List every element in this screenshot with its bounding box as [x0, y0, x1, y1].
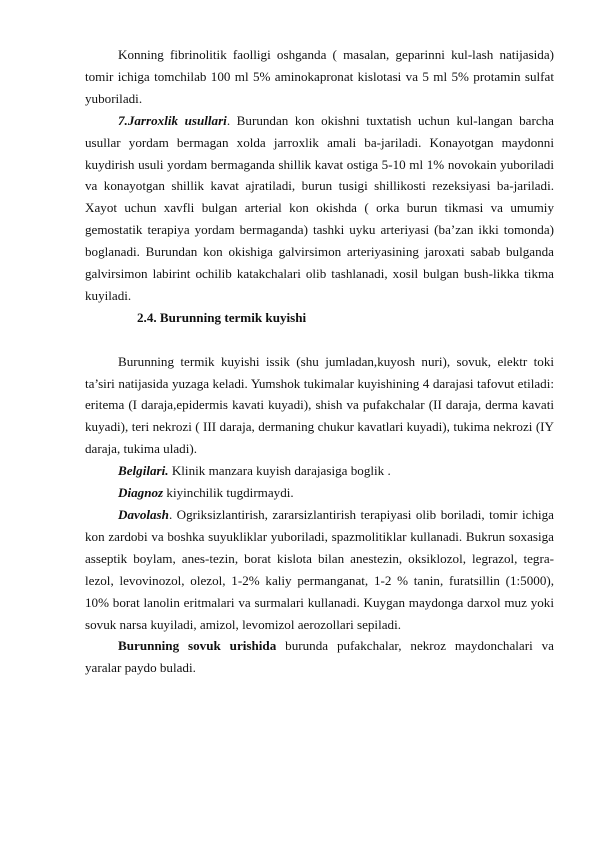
- paragraph-surgical-methods: [85, 110, 554, 307]
- paragraph-treatment: [85, 504, 554, 635]
- paragraph-thermal-burn: Burunning termik kuyishi issik (shu jumladan,kuyosh nuri), sovuk, elektr toki ta’siri natijasida yuzaga keladi. Yumshok tukimalar kuyishining 4 darajasi tafovut etiladi: eritema (I daraja,epidermis kavati kuyadi), shish va pufakchalar (II daraja, derma kavati kuyadi), teri nekrozi ( III daraja, dermaning chukur kavatlari kuyadi), tukima nekrozi (IY daraja, tukima uladi).: [85, 353, 554, 457]
- section-heading: 2.4. Burunning termik kuyishi: [137, 309, 307, 325]
- symptoms-label: Belgilari.: [118, 463, 169, 479]
- treatment-label: Davolash: [118, 507, 169, 523]
- paragraph-fibrinolytic: Konning fibrinolitik faolligi oshganda ( masalan, geparinni kul-lash natijasida) tomir ichiga tomchilab 100 ml 5% aminokapronat kislotasi va 5 ml 5% protamin sulfat yuboriladi.: [85, 47, 554, 106]
- diagnosis-text: kiyinchilik tugdirmaydi.: [163, 485, 294, 501]
- paragraph-frostbite: [85, 635, 554, 679]
- paragraph-diagnosis: [85, 482, 554, 504]
- surgical-methods-label: 7.Jarroxlik usullari: [118, 112, 227, 128]
- frostbite-text: burunda pufakchalar, nekroz maydonchalari va yaralar paydo buladi.: [85, 638, 554, 676]
- blank-line: [85, 329, 554, 351]
- paragraph-symptoms: [85, 460, 554, 482]
- diagnosis-label: Diagnoz: [118, 485, 164, 501]
- frostbite-label: Burunning sovuk urishida: [118, 638, 277, 654]
- treatment-text: . Ogriksizlantirish, zararsizlantirish terapiyasi olib boriladi, tomir ichiga kon zardobi va boshka suyukliklar yuboriladi, spazmolitiklar kullanadi. Bukrun soxasiga asseptik boylam, anes-tezin, borat kislota bilan anestezin, oksiklozol, legrazol, tegra-lezol, levovinozol, olezol, 1-2% kaliy permanganat, 1-2 % tanin, furatsillin (1:5000), 10% borat lanolin eritmalari va surmalari kullanadi. Kuygan maydonga darxol muz yoki sovuk narsa kuyiladi, amizol, levomizol aerozollari sepiladi.: [85, 507, 554, 632]
- symptoms-text: Klinik manzara kuyish darajasiga boglik .: [168, 463, 391, 479]
- surgical-methods-text: . Burundan kon okishni tuxtatish uchun kul-langan barcha usullar yordam bermagan xolda jarroxlik amali ba-jariladi. Konayotgan maydonni kuydirish usuli yordam bermaganda shillik kavat ostiga 5-10 ml 1% novokain yuboriladi va konayotgan shillik kavat ajratiladi, burun tusigi shillikosti rezeksiyasi ba-jariladi. Xayot uchun xavfli bulgan arterial kon okishda ( orka burun tikmasi va umumiy gemostatik terapiya yordam bermaganda) tashki uyku arteriyasi (ba’zan ikki tomonda) boglanadi. Burundan kon okishiga galvirsimon arteriyasining jaroxati sabab bulganda galvirsimon labirint ochilib katakchalari olib tashlanadi, xosil bulgan bush-likka tikma kuyiladi.: [85, 112, 554, 303]
